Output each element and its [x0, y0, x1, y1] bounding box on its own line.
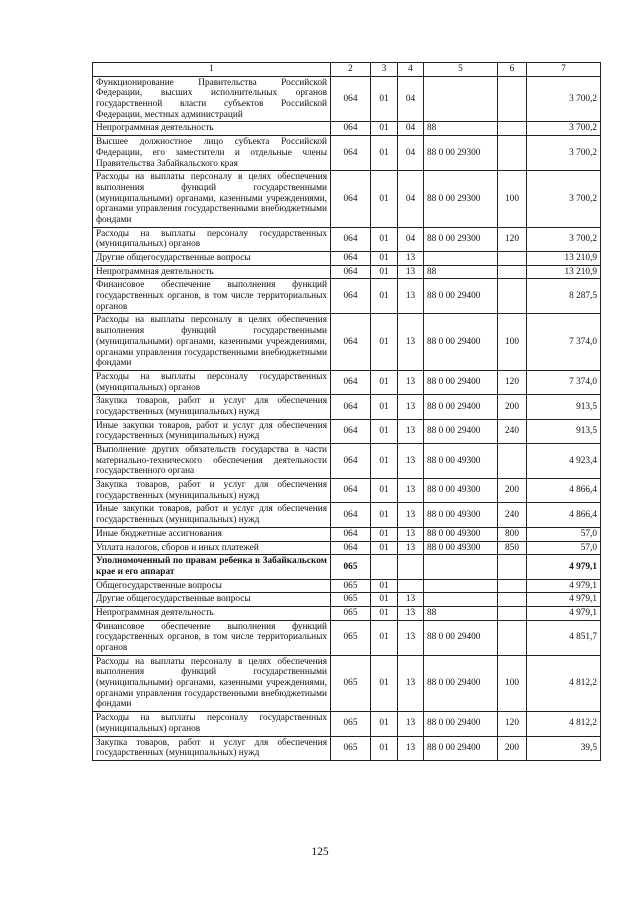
row-admin-code-cell: 064	[331, 279, 371, 314]
row-expense-type-cell: 240	[498, 419, 527, 443]
row-amount-cell: 13 210,9	[527, 265, 601, 279]
row-expense-type-cell	[498, 265, 527, 279]
row-name-cell: Другие общегосударственные вопросы	[93, 593, 331, 607]
row-amount-cell: 4 979,1	[527, 593, 601, 607]
row-expense-type-cell: 100	[498, 171, 527, 227]
row-admin-code-cell: 064	[331, 479, 371, 503]
row-amount-cell: 3 700,2	[527, 227, 601, 251]
row-subsection-cell: 04	[398, 76, 424, 122]
row-amount-cell: 3 700,2	[527, 171, 601, 227]
row-expense-type-cell	[498, 122, 527, 136]
row-admin-code-cell: 064	[331, 541, 371, 555]
table-row	[93, 122, 601, 136]
row-expense-type-cell: 850	[498, 541, 527, 555]
table-row	[93, 370, 601, 394]
row-admin-code-cell: 064	[331, 395, 371, 419]
row-amount-cell: 13 210,9	[527, 252, 601, 266]
row-expense-type-cell	[498, 76, 527, 122]
row-name-cell: Расходы на выплаты персоналу государственных (муниципальных) органов	[93, 227, 331, 251]
table-header-row	[93, 63, 601, 77]
row-subsection-cell: 13	[398, 527, 424, 541]
row-section-cell: 01	[371, 419, 398, 443]
table-row	[93, 579, 601, 593]
row-name-cell: Общегосударственные вопросы	[93, 579, 331, 593]
row-expense-type-cell: 200	[498, 736, 527, 760]
row-name-cell: Непрограммная деятельность	[93, 122, 331, 136]
row-subsection-cell: 13	[398, 279, 424, 314]
row-admin-code-cell: 064	[331, 503, 371, 527]
row-expense-type-cell	[498, 555, 527, 579]
row-subsection-cell: 13	[398, 736, 424, 760]
row-subsection-cell: 04	[398, 136, 424, 171]
page-number: 125	[311, 846, 329, 858]
row-target-item-cell: 88 0 00 29400	[424, 314, 498, 370]
row-subsection-cell: 04	[398, 122, 424, 136]
row-expense-type-cell: 120	[498, 227, 527, 251]
row-section-cell: 01	[371, 76, 398, 122]
row-expense-type-cell: 800	[498, 527, 527, 541]
row-subsection-cell: 04	[398, 227, 424, 251]
table-row	[93, 736, 601, 760]
row-amount-cell: 3 700,2	[527, 122, 601, 136]
row-admin-code-cell: 064	[331, 252, 371, 266]
table-row	[93, 136, 601, 171]
header-cell-6: 6	[498, 63, 527, 77]
row-name-cell: Закупка товаров, работ и услуг для обеспечения государственных (муниципальных) нужд	[93, 736, 331, 760]
row-amount-cell: 4 979,1	[527, 579, 601, 593]
table-row	[93, 527, 601, 541]
row-section-cell: 01	[371, 227, 398, 251]
row-target-item-cell: 88 0 00 29400	[424, 655, 498, 711]
header-cell-3: 3	[371, 63, 398, 77]
row-target-item-cell: 88 0 00 29400	[424, 736, 498, 760]
header-cell-1: 1	[93, 63, 331, 77]
row-expense-type-cell: 120	[498, 370, 527, 394]
row-section-cell: 01	[371, 593, 398, 607]
row-name-cell: Непрограммная деятельность	[93, 265, 331, 279]
row-admin-code-cell: 064	[331, 314, 371, 370]
row-section-cell: 01	[371, 712, 398, 736]
row-amount-cell: 7 374,0	[527, 370, 601, 394]
row-section-cell: 01	[371, 122, 398, 136]
row-target-item-cell: 88 0 00 29300	[424, 136, 498, 171]
row-amount-cell: 4 979,1	[527, 606, 601, 620]
row-section-cell: 01	[371, 606, 398, 620]
row-name-cell: Закупка товаров, работ и услуг для обеспечения государственных (муниципальных) нужд	[93, 395, 331, 419]
row-admin-code-cell: 065	[331, 606, 371, 620]
row-target-item-cell: 88 0 00 49300	[424, 479, 498, 503]
row-admin-code-cell: 064	[331, 419, 371, 443]
row-subsection-cell: 13	[398, 265, 424, 279]
row-expense-type-cell	[498, 579, 527, 593]
row-expense-type-cell	[498, 279, 527, 314]
row-name-cell: Расходы на выплаты персоналу в целях обеспечения выполнения функций государственными (муниципальными) органами, казенными учреждениями, органами управления государственными внебюджетными фондами	[93, 171, 331, 227]
row-expense-type-cell	[498, 136, 527, 171]
row-subsection-cell: 13	[398, 444, 424, 479]
header-cell-7: 7	[527, 63, 601, 77]
row-name-cell: Иные бюджетные ассигнования	[93, 527, 331, 541]
row-name-cell: Расходы на выплаты персоналу государственных (муниципальных) органов	[93, 712, 331, 736]
row-target-item-cell: 88	[424, 265, 498, 279]
row-section-cell: 01	[371, 395, 398, 419]
row-expense-type-cell	[498, 620, 527, 655]
row-amount-cell: 57,0	[527, 541, 601, 555]
row-target-item-cell: 88 0 00 29300	[424, 171, 498, 227]
row-section-cell: 01	[371, 171, 398, 227]
row-subsection-cell: 13	[398, 606, 424, 620]
row-target-item-cell	[424, 555, 498, 579]
row-section-cell: 01	[371, 736, 398, 760]
row-amount-cell: 7 374,0	[527, 314, 601, 370]
row-expense-type-cell: 100	[498, 655, 527, 711]
row-expense-type-cell	[498, 252, 527, 266]
row-target-item-cell	[424, 76, 498, 122]
row-expense-type-cell: 200	[498, 479, 527, 503]
row-name-cell: Расходы на выплаты персоналу в целях обеспечения выполнения функций государственными (муниципальными) органами, казенными учреждениями, органами управления государственными внебюджетными фондами	[93, 314, 331, 370]
row-name-cell: Высшее должностное лицо субъекта Российской Федерации, его заместители и отдельные члены Правительства Забайкальского края	[93, 136, 331, 171]
row-expense-type-cell: 120	[498, 712, 527, 736]
row-name-cell: Финансовое обеспечение выполнения функций государственных органов, в том числе территориальных органов	[93, 620, 331, 655]
table-row	[93, 171, 601, 227]
row-subsection-cell: 13	[398, 479, 424, 503]
row-amount-cell: 57,0	[527, 527, 601, 541]
table-row	[93, 620, 601, 655]
row-subsection-cell: 13	[398, 252, 424, 266]
table-row	[93, 655, 601, 711]
row-target-item-cell: 88 0 00 29400	[424, 419, 498, 443]
table-row	[93, 593, 601, 607]
row-amount-cell: 4 812,2	[527, 655, 601, 711]
row-amount-cell: 4 851,7	[527, 620, 601, 655]
row-admin-code-cell: 064	[331, 265, 371, 279]
row-subsection-cell: 13	[398, 593, 424, 607]
table-row	[93, 444, 601, 479]
row-section-cell: 01	[371, 541, 398, 555]
row-name-cell: Непрограммная деятельность	[93, 606, 331, 620]
row-subsection-cell	[398, 555, 424, 579]
row-target-item-cell: 88 0 00 49300	[424, 503, 498, 527]
row-target-item-cell: 88 0 00 49300	[424, 444, 498, 479]
budget-table-body	[93, 63, 601, 761]
row-subsection-cell: 13	[398, 503, 424, 527]
table-row	[93, 314, 601, 370]
header-cell-5: 5	[424, 63, 498, 77]
header-cell-4: 4	[398, 63, 424, 77]
row-target-item-cell	[424, 579, 498, 593]
row-admin-code-cell: 065	[331, 593, 371, 607]
row-subsection-cell: 13	[398, 395, 424, 419]
row-section-cell: 01	[371, 444, 398, 479]
row-name-cell: Иные закупки товаров, работ и услуг для обеспечения государственных (муниципальных) нужд	[93, 419, 331, 443]
row-name-cell: Уполномоченный по правам ребенка в Забайкальском крае и его аппарат	[93, 555, 331, 579]
row-name-cell: Финансовое обеспечение выполнения функций государственных органов, в том числе территориальных органов	[93, 279, 331, 314]
row-admin-code-cell: 064	[331, 527, 371, 541]
row-section-cell: 01	[371, 279, 398, 314]
row-admin-code-cell: 064	[331, 227, 371, 251]
row-name-cell: Уплата налогов, сборов и иных платежей	[93, 541, 331, 555]
row-amount-cell: 4 979,1	[527, 555, 601, 579]
row-admin-code-cell: 065	[331, 555, 371, 579]
row-section-cell: 01	[371, 252, 398, 266]
row-name-cell: Иные закупки товаров, работ и услуг для обеспечения государственных (муниципальных) нужд	[93, 503, 331, 527]
row-section-cell: 01	[371, 136, 398, 171]
table-row	[93, 606, 601, 620]
row-admin-code-cell: 065	[331, 655, 371, 711]
row-subsection-cell: 04	[398, 171, 424, 227]
row-amount-cell: 4 923,4	[527, 444, 601, 479]
row-admin-code-cell: 065	[331, 712, 371, 736]
row-amount-cell: 3 700,2	[527, 76, 601, 122]
table-row	[93, 76, 601, 122]
row-subsection-cell: 13	[398, 370, 424, 394]
row-amount-cell: 4 812,2	[527, 712, 601, 736]
budget-table	[92, 62, 601, 761]
table-row	[93, 252, 601, 266]
row-expense-type-cell	[498, 606, 527, 620]
row-subsection-cell: 13	[398, 541, 424, 555]
table-row	[93, 541, 601, 555]
row-subsection-cell: 13	[398, 620, 424, 655]
row-subsection-cell: 13	[398, 655, 424, 711]
table-row	[93, 395, 601, 419]
row-expense-type-cell: 100	[498, 314, 527, 370]
table-row	[93, 279, 601, 314]
row-admin-code-cell: 065	[331, 579, 371, 593]
table-row	[93, 503, 601, 527]
row-section-cell: 01	[371, 655, 398, 711]
header-cell-2: 2	[331, 63, 371, 77]
row-amount-cell: 3 700,2	[527, 136, 601, 171]
row-expense-type-cell: 200	[498, 395, 527, 419]
row-section-cell: 01	[371, 620, 398, 655]
row-subsection-cell: 13	[398, 712, 424, 736]
row-amount-cell: 4 866,4	[527, 503, 601, 527]
row-amount-cell: 39,5	[527, 736, 601, 760]
row-admin-code-cell: 065	[331, 736, 371, 760]
row-target-item-cell: 88 0 00 49300	[424, 541, 498, 555]
row-admin-code-cell: 064	[331, 444, 371, 479]
row-target-item-cell	[424, 593, 498, 607]
row-admin-code-cell: 064	[331, 76, 371, 122]
row-expense-type-cell	[498, 593, 527, 607]
row-target-item-cell: 88 0 00 49300	[424, 527, 498, 541]
row-target-item-cell: 88 0 00 29300	[424, 227, 498, 251]
row-name-cell: Расходы на выплаты персоналу в целях обеспечения выполнения функций государственными (муниципальными) органами, казенными учреждениями, органами управления государственными внебюджетными фондами	[93, 655, 331, 711]
row-expense-type-cell: 240	[498, 503, 527, 527]
row-target-item-cell: 88	[424, 606, 498, 620]
row-section-cell	[371, 555, 398, 579]
row-name-cell: Функционирование Правительства Российской Федерации, высших исполнительных органов государственной власти субъектов Российской Федерации, местных администраций	[93, 76, 331, 122]
row-admin-code-cell: 064	[331, 171, 371, 227]
row-target-item-cell	[424, 252, 498, 266]
table-row	[93, 265, 601, 279]
table-row	[93, 479, 601, 503]
row-target-item-cell: 88 0 00 29400	[424, 370, 498, 394]
row-amount-cell: 913,5	[527, 395, 601, 419]
row-section-cell: 01	[371, 265, 398, 279]
row-name-cell: Закупка товаров, работ и услуг для обеспечения государственных (муниципальных) нужд	[93, 479, 331, 503]
row-subsection-cell: 13	[398, 314, 424, 370]
row-subsection-cell: 13	[398, 419, 424, 443]
row-name-cell: Расходы на выплаты персоналу государственных (муниципальных) органов	[93, 370, 331, 394]
row-section-cell: 01	[371, 579, 398, 593]
row-section-cell: 01	[371, 527, 398, 541]
row-name-cell: Выполнение других обязательств государства в части материально-технического обеспечения деятельности государственного органа	[93, 444, 331, 479]
row-target-item-cell: 88 0 00 29400	[424, 395, 498, 419]
table-row	[93, 227, 601, 251]
row-target-item-cell: 88 0 00 29400	[424, 279, 498, 314]
row-section-cell: 01	[371, 314, 398, 370]
table-row	[93, 419, 601, 443]
row-admin-code-cell: 064	[331, 122, 371, 136]
row-amount-cell: 4 866,4	[527, 479, 601, 503]
row-admin-code-cell: 065	[331, 620, 371, 655]
row-admin-code-cell: 064	[331, 136, 371, 171]
table-row	[93, 712, 601, 736]
row-target-item-cell: 88	[424, 122, 498, 136]
row-amount-cell: 913,5	[527, 419, 601, 443]
row-expense-type-cell	[498, 444, 527, 479]
row-admin-code-cell: 064	[331, 370, 371, 394]
row-target-item-cell: 88 0 00 29400	[424, 620, 498, 655]
row-section-cell: 01	[371, 503, 398, 527]
row-section-cell: 01	[371, 479, 398, 503]
row-name-cell: Другие общегосударственные вопросы	[93, 252, 331, 266]
row-target-item-cell: 88 0 00 29400	[424, 712, 498, 736]
table-row	[93, 555, 601, 579]
row-amount-cell: 8 287,5	[527, 279, 601, 314]
row-subsection-cell	[398, 579, 424, 593]
row-section-cell: 01	[371, 370, 398, 394]
